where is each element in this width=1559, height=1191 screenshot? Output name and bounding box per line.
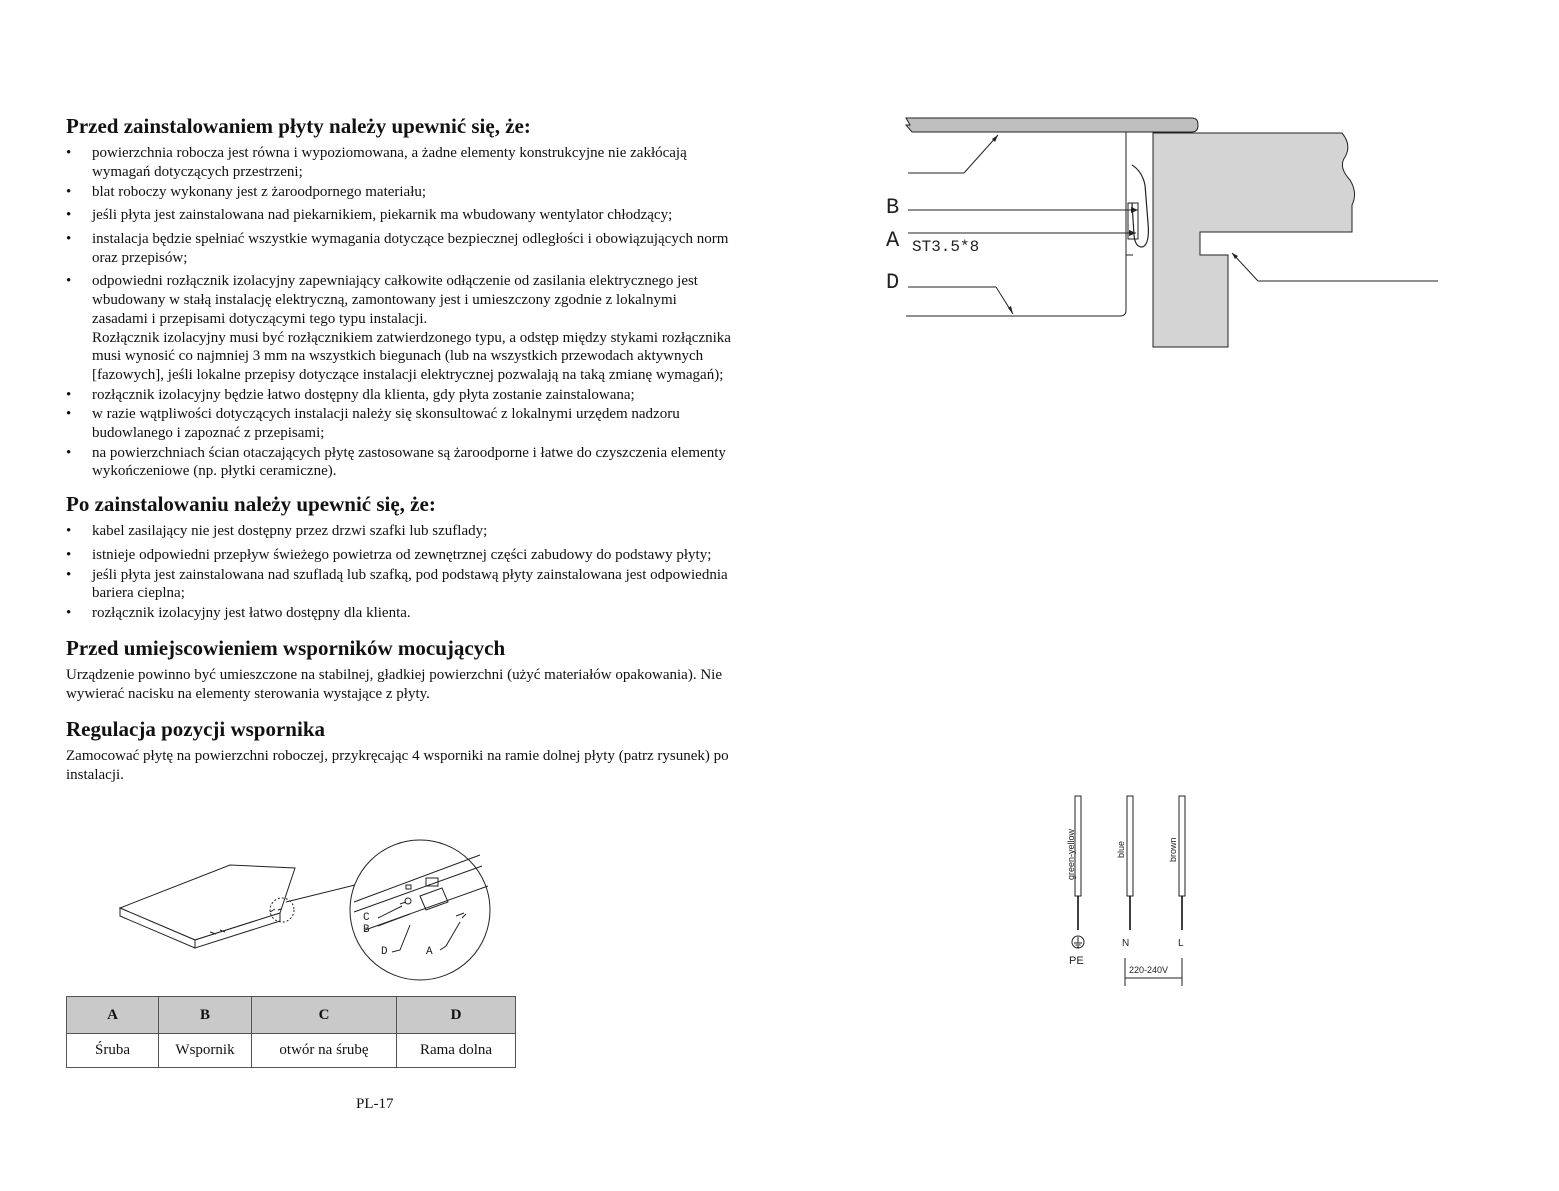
list-item: • jeśli płyta jest zainstalowana nad szufladą lub szafką, pod podstawą płyty zainstalowana jest odpowiednia bariera cieplna; (66, 566, 736, 603)
list-item: • rozłącznik izolacyjny będzie łatwo dostępny dla klienta, gdy płyta zostanie zainstalowana; (66, 386, 736, 405)
section1-list (66, 144, 736, 481)
table-header: C (252, 997, 397, 1034)
section1-heading: Przed zainstalowaniem płyty należy upewnić się, że: (66, 114, 531, 138)
terminal-label-n: N (1122, 938, 1130, 949)
section2-heading: Po zainstalowaniu należy upewnić się, że: (66, 492, 436, 517)
terminal-label-l: L (1178, 938, 1184, 949)
table-header: A (67, 997, 159, 1034)
section4-heading: Regulacja pozycji wspornika (66, 717, 325, 742)
installation-cross-section-diagram (880, 105, 1450, 355)
page-number: PL-17 (356, 1096, 394, 1112)
list-item: • kabel zasilający nie jest dostępny przez drzwi szafki lub szuflady; (66, 522, 736, 541)
section3-text: Urządzenie powinno być umieszczone na stabilnej, gładkiej powierzchni (użyć materiałów opakowania). Nie wywierać nacisku na elementy sterowania wystające z płyty. (66, 667, 722, 703)
list-item: • instalacja będzie spełniać wszystkie wymagania dotyczące bezpiecznej odległości i obowiązujących norm oraz przepisów; (66, 230, 736, 267)
table-cell: Śruba (67, 1034, 159, 1068)
hob-label-a: A (426, 946, 433, 958)
list-item: • blat roboczy wykonany jest z żaroodpornego materiału; (66, 183, 736, 202)
wire-label-blue: blue (1116, 840, 1126, 858)
table-header: D (397, 997, 516, 1034)
list-item: • powierzchnia robocza jest równa i wypoziomowana, a żadne elementy konstrukcyjne nie zakłócają wymagań dotyczących przestrzeni; (66, 144, 736, 181)
hob-label-d: D (381, 946, 388, 958)
table-cell: otwór na śrubę (252, 1034, 397, 1068)
wiring-diagram (1055, 790, 1195, 1000)
section2 (66, 492, 736, 623)
list-item: • w razie wątpliwości dotyczących instalacji należy się skonsultować z lokalnymi urzędem nadzoru budowlanego i zapoznać z przepisami; (66, 405, 736, 442)
table-cell: Rama dolna (397, 1034, 516, 1068)
ground-icon (1072, 936, 1084, 948)
list-item-text: odpowiedni rozłącznik izolacyjny zapewniający całkowite odłączenie od zasilania elektrycznego jest wbudowany w stałą instalację elektryczną, zamontowany jest i umieszczony zgodnie z lokalnymi zasadami i przepisami dotyczącymi tego typu instalacji. (92, 273, 698, 327)
list-item: • jeśli płyta jest zainstalowana nad piekarnikiem, piekarnik ma wbudowany wentylator chłodzący; (66, 206, 736, 225)
section3-heading: Przed umiejscowieniem wsporników mocujących (66, 635, 506, 660)
list-item (66, 272, 736, 384)
wire-label-brown: brown (1168, 837, 1178, 862)
section2-list (66, 522, 736, 623)
list-item: • na powierzchniach ścian otaczających płytę zastosowane są żaroodporne i łatwe do czyszczenia elementy wykończeniowe (np. płytki ceramiczne). (66, 444, 736, 481)
terminal-label-pe: PE (1069, 955, 1084, 967)
left-column (66, 114, 736, 785)
table-header-row (67, 997, 516, 1034)
hob-bracket-illustration (110, 830, 510, 990)
screw-spec-label: ST3.5*8 (912, 238, 980, 256)
install-label-a: A (886, 228, 900, 253)
section4 (66, 717, 736, 785)
list-item-extra: Rozłącznik izolacyjny musi być rozłącznikiem zatwierdzonego typu, a odstęp między stykami rozłącznika musi wynosić co najmniej 3 mm na wszystkich biegunach (lub na wszystkich przewodach aktywnych [fazowych], jeśli lokalne przepisy dotyczące instalacji elektrycznej pozwalają na taką zmianę wymagań); (92, 329, 731, 383)
install-label-b: B (886, 195, 900, 220)
list-item: • istnieje odpowiedni przepływ świeżego powietrza od zewnętrznej części zabudowy do podstawy płyty; (66, 546, 736, 565)
hob-label-b: B (363, 924, 370, 936)
table-row (67, 1034, 516, 1068)
hob-label-c: C (363, 912, 370, 924)
install-label-d: D (886, 270, 900, 295)
list-item: • rozłącznik izolacyjny jest łatwo dostępny dla klienta. (66, 604, 736, 623)
section4-text: Zamocować płytę na powierzchni roboczej, przykręcając 4 wsporniki na ramie dolnej płyty (patrz rysunek) po instalacji. (66, 748, 729, 784)
voltage-label: 220-240V (1129, 965, 1169, 975)
wire-label-green-yellow: green-yellow (1066, 828, 1076, 880)
section3 (66, 636, 736, 704)
parts-table (66, 996, 516, 1068)
table-header: B (159, 997, 252, 1034)
table-cell: Wspornik (159, 1034, 252, 1068)
